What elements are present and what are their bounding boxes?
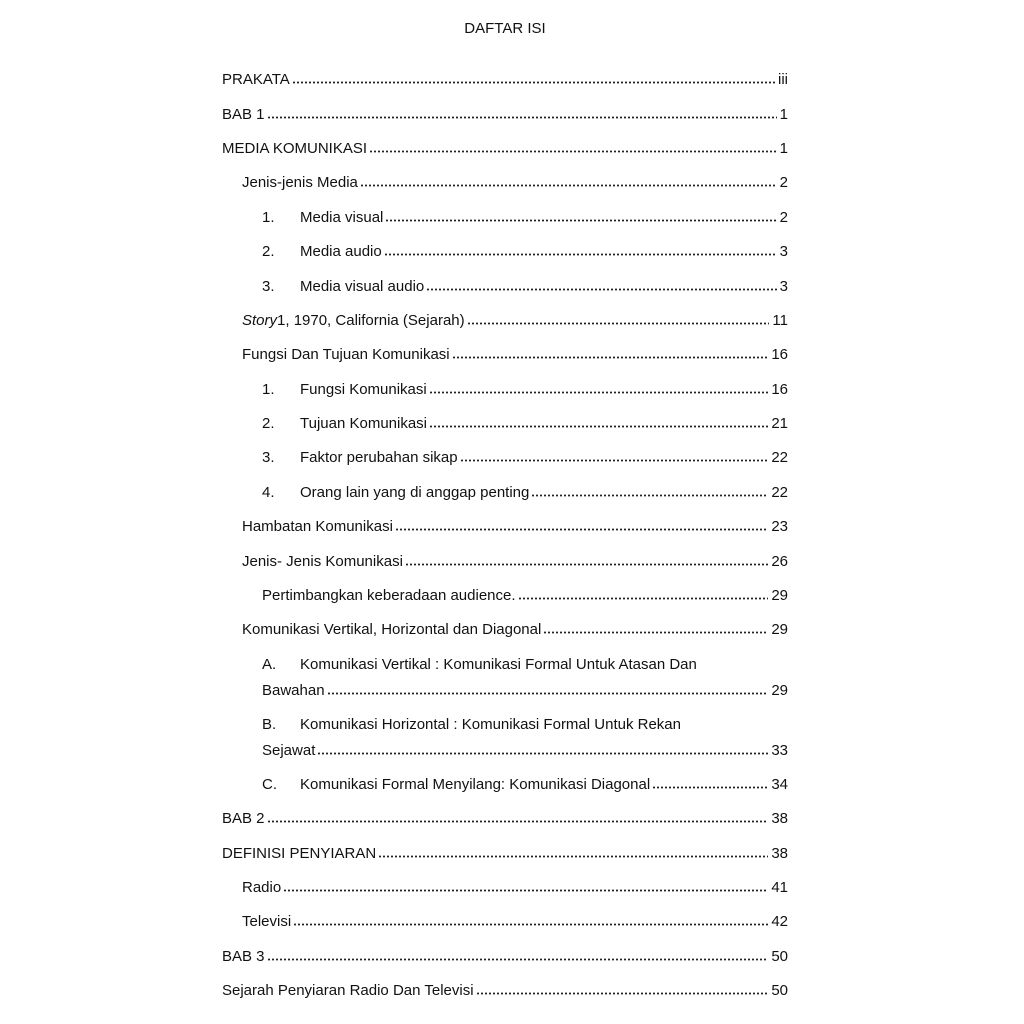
- dot-leader: [405, 563, 768, 566]
- toc-entry-line: [222, 712, 788, 738]
- dot-leader: [360, 184, 777, 187]
- toc-entry-line: [222, 514, 788, 540]
- toc-entry[interactable]: [222, 97, 788, 131]
- toc-entry[interactable]: [222, 132, 788, 166]
- dot-leader: [267, 820, 769, 823]
- toc-entry-label: Jenis-jenis Media: [242, 174, 358, 192]
- toc-entry-label: Televisi: [242, 913, 292, 931]
- toc-entry[interactable]: [222, 441, 788, 475]
- toc-entry-page: 1: [779, 105, 788, 123]
- toc-entry-page: 2: [779, 208, 788, 226]
- toc-entry-label: Hambatan Komunikasi: [242, 518, 393, 536]
- dot-leader: [518, 597, 769, 600]
- toc-entry-page: 29: [771, 681, 788, 699]
- toc-entry-line: [222, 617, 788, 643]
- toc-entry-line: [222, 411, 788, 437]
- toc-entry[interactable]: [222, 269, 788, 303]
- toc-entry[interactable]: [222, 768, 788, 802]
- toc-entry-line: [222, 549, 788, 575]
- dot-leader: [429, 391, 769, 394]
- toc-entry-line: [222, 480, 788, 506]
- toc-entry-label: Faktor perubahan sikap: [300, 449, 458, 467]
- toc-entry-line: [222, 308, 788, 334]
- toc-entry-label: Radio: [242, 879, 282, 896]
- toc-entry-page: 38: [771, 844, 788, 862]
- toc-entry-line: [222, 205, 788, 231]
- dot-leader: [476, 992, 769, 995]
- toc-entry[interactable]: [222, 905, 788, 939]
- dot-leader: [369, 150, 777, 153]
- toc-entry[interactable]: [222, 373, 788, 407]
- toc-entry[interactable]: [222, 579, 788, 613]
- toc-entry-label: Fungsi Dan Tujuan Komunikasi: [242, 346, 450, 364]
- toc-entry-label: 1, 1970, California (Sejarah): [277, 311, 465, 329]
- toc-entry-page: 3: [779, 243, 788, 261]
- toc-entry-line: [222, 583, 788, 609]
- toc-entry-page: 42: [771, 913, 788, 931]
- toc-entry-label-continued: Bawahan: [262, 681, 325, 699]
- toc-entry-line: [222, 67, 788, 93]
- toc-entry-label-continued: Sejawat: [262, 741, 316, 759]
- dot-leader: [429, 425, 768, 428]
- dot-leader: [317, 752, 768, 755]
- toc-entry-page: 29: [771, 587, 788, 605]
- toc-entry-page: 22: [771, 483, 788, 501]
- toc-entry-page: iii: [778, 71, 788, 89]
- toc-entry-page: 33: [771, 741, 788, 759]
- toc-entry-line: [222, 136, 788, 162]
- toc-entry-page: 26: [771, 552, 788, 570]
- toc-entry[interactable]: [222, 544, 788, 578]
- toc-entry-page: 50: [771, 982, 788, 1000]
- dot-leader: [267, 116, 777, 119]
- toc-entry-number: C.: [262, 775, 277, 793]
- toc-entry-label: Sejarah Penyiaran Radio Dan Televisi: [222, 982, 474, 1000]
- toc-entry-page: 3: [779, 277, 788, 295]
- toc-entry-line: [222, 652, 788, 678]
- toc-entry[interactable]: [222, 836, 788, 870]
- toc-entry-label: Tujuan Komunikasi: [300, 415, 428, 433]
- toc-entry-page: 1: [779, 139, 788, 157]
- toc-entry-page: 41: [771, 879, 788, 896]
- toc-entry-line: [222, 944, 788, 970]
- dot-leader: [293, 923, 768, 926]
- dot-leader: [426, 288, 776, 291]
- toc-entry[interactable]: [222, 476, 788, 510]
- toc-entry-number: 3.: [262, 277, 275, 295]
- toc-entry-page: 22: [771, 449, 788, 467]
- toc-entry-number: A.: [262, 655, 277, 673]
- dot-leader: [384, 253, 777, 256]
- toc-entry-page: 16: [771, 346, 788, 364]
- toc-entry[interactable]: [222, 708, 788, 768]
- toc-entry-label: Komunikasi Formal Menyilang: Komunikasi Diagonal: [300, 775, 651, 793]
- toc-entry[interactable]: [222, 940, 788, 974]
- toc-entry-line: [222, 841, 788, 867]
- dot-leader: [378, 855, 768, 858]
- toc-entry[interactable]: [222, 974, 788, 1008]
- dot-leader: [327, 692, 769, 695]
- toc-entry[interactable]: [222, 871, 788, 905]
- toc-entry-label: Media audio: [300, 243, 382, 261]
- toc-entry-page: 2: [779, 174, 788, 192]
- toc-entry-number: B.: [262, 715, 277, 733]
- toc-entry-line: [222, 678, 788, 704]
- dot-leader: [385, 219, 776, 222]
- dot-leader: [531, 494, 768, 497]
- dot-leader: [543, 631, 768, 634]
- toc-entry[interactable]: [222, 338, 788, 372]
- toc-entry-label: Media visual audio: [300, 277, 425, 295]
- toc-entry-number: 2.: [262, 243, 275, 261]
- toc-entry-number: 1.: [262, 380, 275, 398]
- toc-entry-line: [222, 102, 788, 128]
- toc-entry-label: MEDIA KOMUNIKASI: [222, 139, 368, 157]
- toc-entry-label: BAB 3: [222, 947, 265, 965]
- toc-entry-label: Fungsi Komunikasi: [300, 380, 427, 398]
- toc-entry-number: 1.: [262, 208, 275, 226]
- toc-entry-line: [222, 239, 788, 265]
- toc-entry-line: [222, 738, 788, 764]
- toc-entry[interactable]: [222, 166, 788, 200]
- toc-entry-label: Pertimbangkan keberadaan audience.: [262, 587, 516, 605]
- toc-entry-line: [222, 806, 788, 832]
- dot-leader: [452, 356, 769, 359]
- toc-entry-line: [222, 342, 788, 368]
- toc-entry-line: [222, 274, 788, 300]
- toc-entry-label: Media visual: [300, 208, 384, 226]
- toc-entry[interactable]: [222, 613, 788, 647]
- toc-entry-line: [222, 875, 788, 901]
- toc-entry-number: 4.: [262, 483, 275, 501]
- dot-leader: [652, 786, 768, 789]
- toc-entry-page: 34: [771, 775, 788, 793]
- dot-leader: [467, 322, 770, 325]
- dot-leader: [395, 528, 768, 531]
- toc-entry-line: [222, 978, 788, 1004]
- toc-entry-label: BAB 1: [222, 105, 265, 123]
- toc-entry-number: 3.: [262, 449, 275, 467]
- toc-entry-line: [222, 377, 788, 403]
- toc-entry-page: 16: [771, 380, 788, 398]
- toc-entry-line: [222, 909, 788, 935]
- toc-entry[interactable]: [222, 63, 788, 97]
- toc-entry[interactable]: [222, 510, 788, 544]
- page-title: DAFTAR ISI: [464, 20, 546, 37]
- toc-entry[interactable]: [222, 235, 788, 269]
- dot-leader: [267, 958, 769, 961]
- toc-entry-line: [222, 772, 788, 798]
- toc-entry-page: 38: [771, 810, 788, 828]
- toc-entry-line: [222, 170, 788, 196]
- toc-entry-label: Orang lain yang di anggap penting: [300, 483, 530, 501]
- toc-entry-label: Jenis- Jenis Komunikasi: [242, 552, 403, 570]
- dot-leader: [460, 459, 769, 462]
- toc-entry[interactable]: [222, 648, 788, 708]
- toc-entry-italic: Story: [242, 311, 278, 329]
- toc-entry-label: PRAKATA: [222, 71, 290, 89]
- table-of-contents: [222, 63, 788, 1008]
- toc-entry[interactable]: [222, 304, 788, 338]
- dot-leader: [283, 889, 768, 892]
- toc-entry-label: Komunikasi Horizontal : Komunikasi Formal Untuk Rekan: [300, 715, 681, 733]
- toc-entry[interactable]: [222, 201, 788, 235]
- toc-entry-label: BAB 2: [222, 810, 265, 828]
- toc-entry-label: DEFINISI PENYIARAN: [222, 844, 377, 862]
- toc-entry-page: 11: [772, 311, 788, 329]
- dot-leader: [292, 81, 775, 84]
- toc-entry-page: 21: [771, 415, 788, 433]
- toc-entry-label: Komunikasi Vertikal : Komunikasi Formal Untuk Atasan Dan: [300, 655, 697, 673]
- toc-entry[interactable]: [222, 802, 788, 836]
- toc-entry-number: 2.: [262, 415, 275, 433]
- toc-entry-page: 23: [771, 518, 788, 536]
- toc-entry-line: [222, 445, 788, 471]
- toc-entry-page: 50: [771, 947, 788, 965]
- toc-entry-page: 29: [771, 621, 788, 639]
- toc-entry-label: Komunikasi Vertikal, Horizontal dan Diagonal: [242, 621, 542, 639]
- toc-entry[interactable]: [222, 407, 788, 441]
